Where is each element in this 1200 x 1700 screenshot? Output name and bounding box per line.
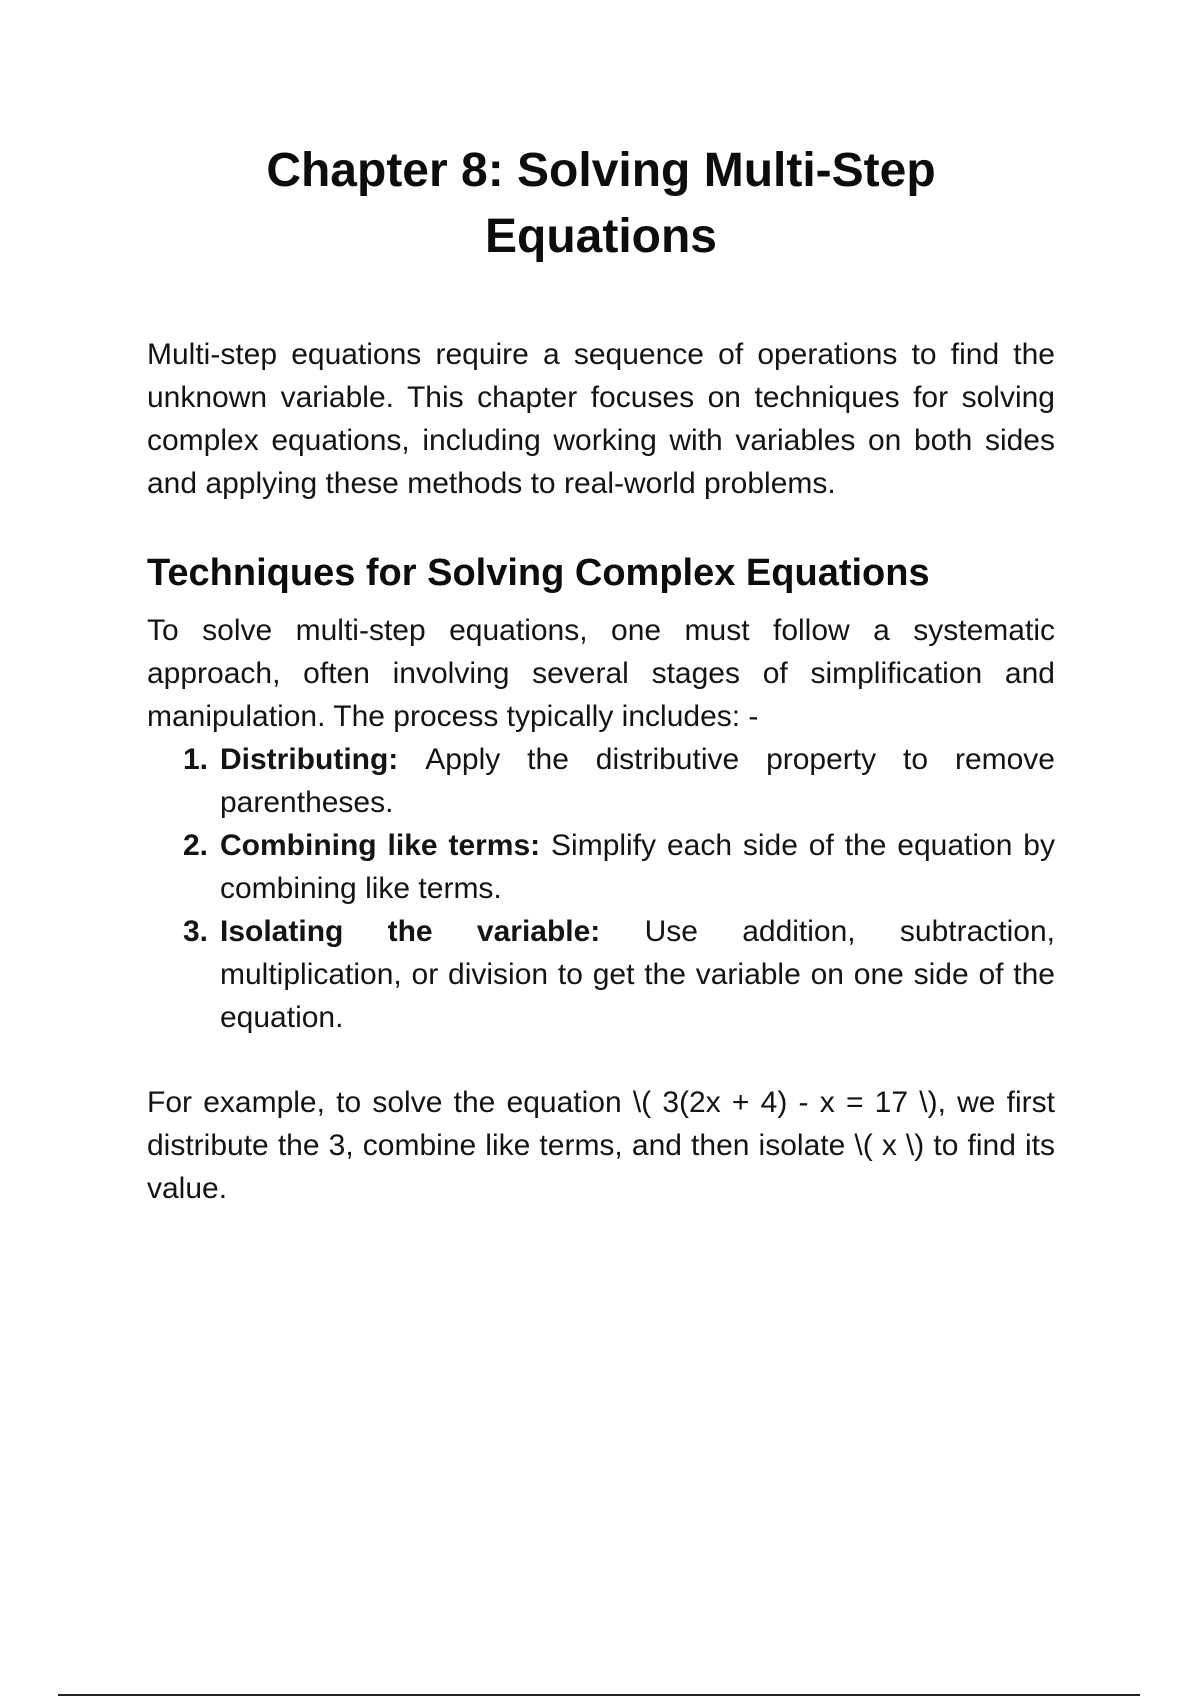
section-intro-paragraph: To solve multi-step equations, one must follow a systematic approach, often involving several stages of simplification and manipulation. The process typically includes: - [147, 614, 1055, 733]
document-page [147, 138, 1055, 1210]
example-paragraph: For example, to solve the equation \( 3(2x + 4) - x = 17 \), we first distribute the 3, combine like terms, and then isolate \( x \) to find its value. [147, 1086, 1055, 1205]
steps-list [147, 738, 1055, 1039]
step-number: 1. [183, 743, 209, 776]
step-item [183, 824, 1055, 910]
step-text: Apply the distributive property to remove parentheses. [220, 743, 1055, 819]
section-heading: Techniques for Solving Complex Equations [147, 552, 930, 594]
footer-divider [58, 1694, 1140, 1696]
step-text: Simplify each side of the equation by combining like terms. [220, 829, 1055, 905]
chapter-title: Chapter 8: Solving Multi-Step Equations [266, 144, 936, 263]
step-text: Use addition, subtraction, multiplication, or division to get the variable on one side of the equation. [220, 915, 1055, 1034]
step-item [183, 738, 1055, 824]
intro-paragraph: Multi-step equations require a sequence of operations to find the unknown variable. This chapter focuses on techniques for solving complex equations, including working with variables on both sides and applying these methods to real-world problems. [147, 338, 1055, 500]
step-number: 2. [183, 829, 209, 862]
step-term: Combining like terms: [220, 829, 552, 862]
step-number: 3. [183, 915, 209, 948]
step-term: Isolating the variable: [220, 915, 645, 948]
step-term: Distributing: [220, 743, 426, 776]
step-item [183, 910, 1055, 1039]
